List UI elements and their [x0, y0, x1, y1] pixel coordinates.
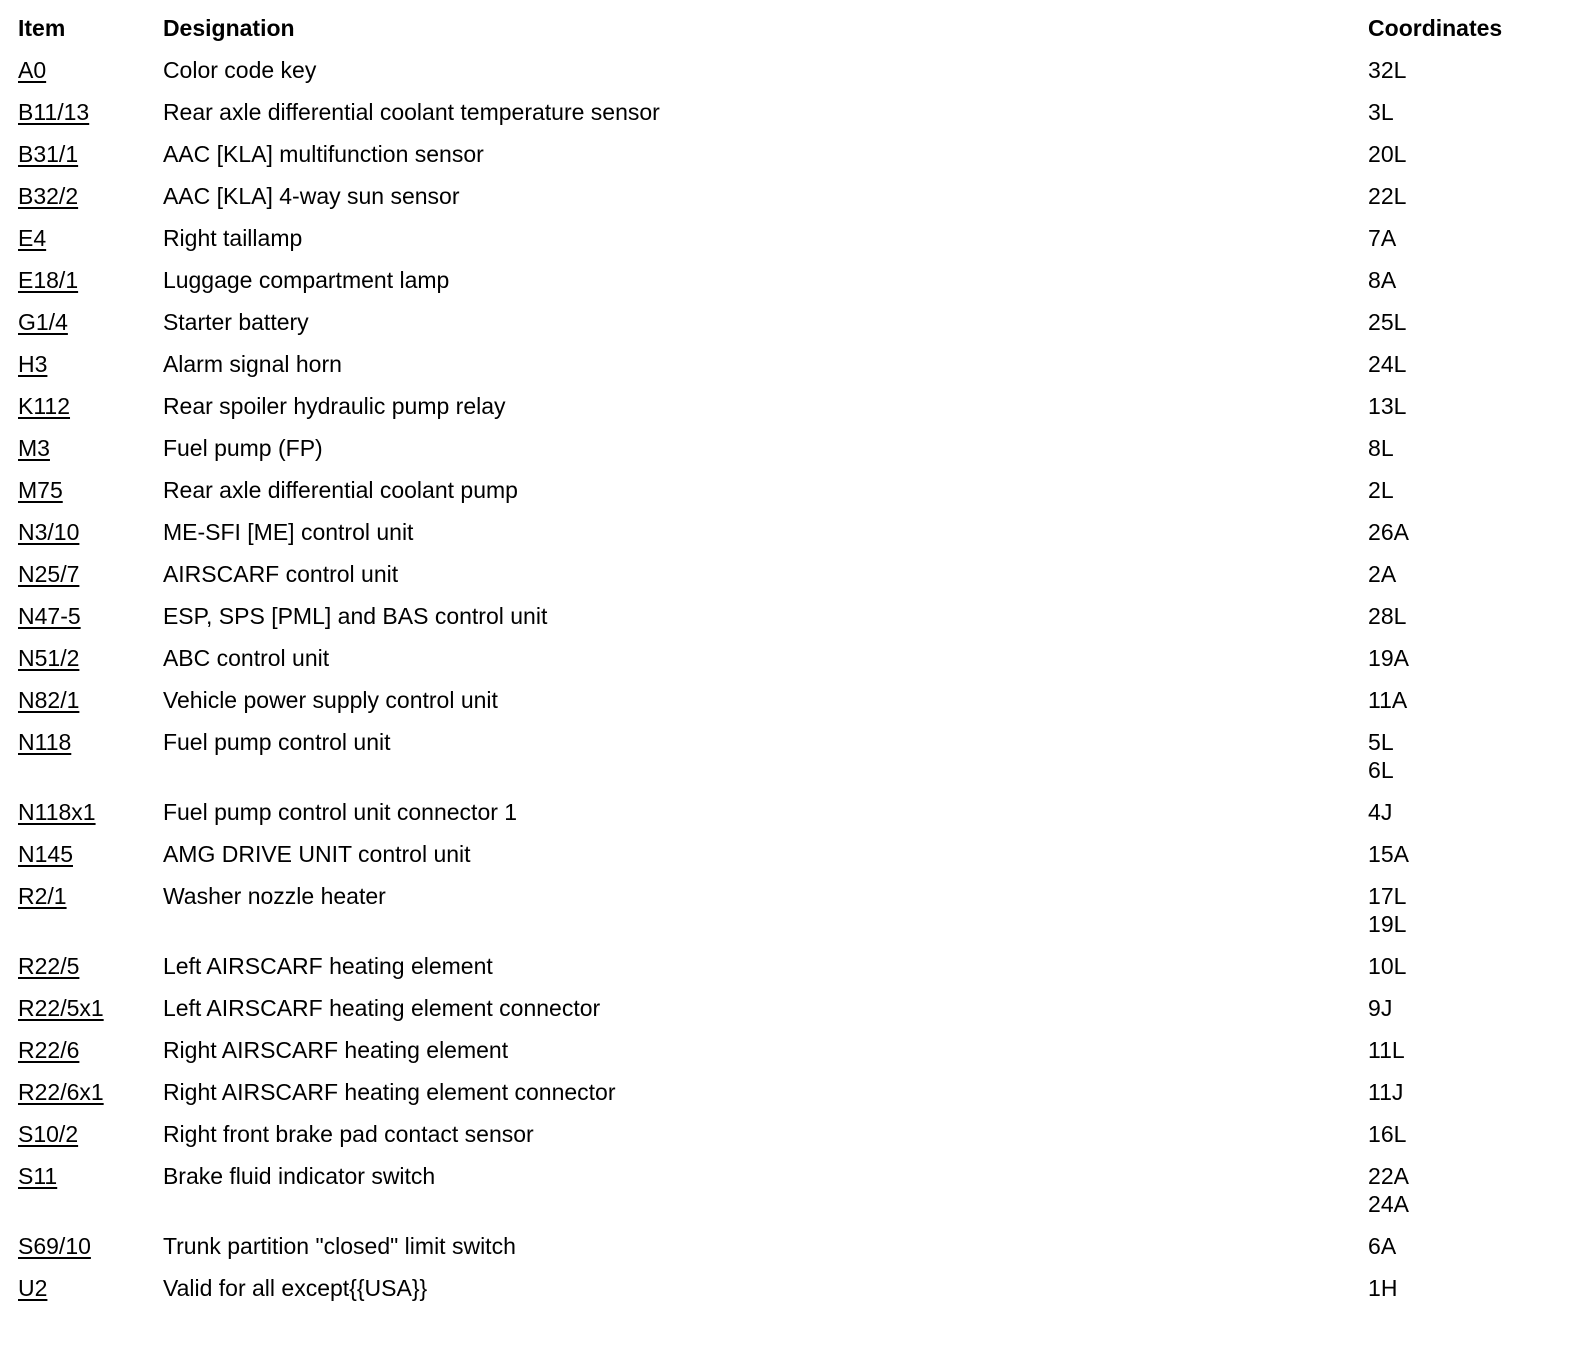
- designation-cell: Fuel pump control unit connector 1: [162, 799, 518, 825]
- item-link[interactable]: K112: [18, 393, 71, 419]
- designation-cell: Rear spoiler hydraulic pump relay: [162, 393, 506, 419]
- table-row: [18, 1274, 1568, 1316]
- designation-cell: ME-SFI [ME] control unit: [162, 519, 414, 545]
- item-link[interactable]: B32/2: [18, 183, 79, 209]
- coordinate-value: 10L: [1368, 953, 1407, 979]
- item-cell: [18, 224, 163, 266]
- component-legend-table: [18, 14, 1568, 1316]
- table-row: [18, 1120, 1568, 1162]
- coordinates-cell: [1368, 686, 1568, 728]
- item-cell: [18, 1120, 163, 1162]
- item-link[interactable]: U2: [18, 1275, 48, 1301]
- designation-cell: AMG DRIVE UNIT control unit: [162, 841, 471, 867]
- coordinates-cell: [1368, 644, 1568, 686]
- item-link[interactable]: N82/1: [18, 687, 80, 713]
- item-cell: [18, 728, 163, 798]
- item-link[interactable]: E18/1: [18, 267, 79, 293]
- coordinate-value: 11J: [1368, 1079, 1404, 1105]
- coordinates-cell: [1368, 560, 1568, 602]
- table-body: [18, 56, 1568, 1316]
- table-row: [18, 476, 1568, 518]
- coordinates-cell: [1368, 1120, 1568, 1162]
- table-row: [18, 266, 1568, 308]
- coordinate-value: 22L: [1368, 183, 1407, 209]
- table-row: [18, 798, 1568, 840]
- table-row: [18, 686, 1568, 728]
- coordinates-cell: [1368, 1232, 1568, 1274]
- coordinate-value: 24A: [1368, 1191, 1409, 1217]
- designation-cell: Washer nozzle heater: [162, 883, 386, 909]
- designation-cell: ABC control unit: [162, 645, 330, 671]
- item-link[interactable]: B11/13: [18, 99, 90, 125]
- item-cell: [18, 952, 163, 994]
- item-cell: [18, 602, 163, 644]
- item-cell: [18, 1232, 163, 1274]
- coordinate-value: 7A: [1368, 225, 1397, 251]
- coordinate-value: 28L: [1368, 603, 1407, 629]
- table-row: [18, 1162, 1568, 1232]
- table-row: [18, 350, 1568, 392]
- coordinate-value: 32L: [1368, 57, 1407, 83]
- designation-column-header: Designation: [162, 15, 295, 41]
- coordinates-cell: [1368, 1162, 1568, 1232]
- item-link[interactable]: N3/10: [18, 519, 80, 545]
- item-cell: [18, 1274, 163, 1316]
- item-cell: [18, 266, 163, 308]
- designation-cell: Right taillamp: [162, 225, 303, 251]
- coordinate-value: 15A: [1368, 841, 1409, 867]
- coordinate-value: 17L: [1368, 883, 1407, 909]
- designation-cell: AAC [KLA] multifunction sensor: [162, 141, 484, 167]
- item-cell: [18, 518, 163, 560]
- item-cell: [18, 840, 163, 882]
- designation-cell: Valid for all except{{USA}}: [162, 1275, 428, 1301]
- coordinate-value: 19A: [1368, 645, 1409, 671]
- table-row: [18, 182, 1568, 224]
- item-link[interactable]: S11: [18, 1163, 58, 1189]
- coordinate-value: 8A: [1368, 267, 1397, 293]
- coordinate-value: 11L: [1368, 1037, 1405, 1063]
- table-row: [18, 840, 1568, 882]
- coordinates-cell: [1368, 224, 1568, 266]
- item-cell: [18, 686, 163, 728]
- item-link[interactable]: A0: [18, 57, 47, 83]
- item-link[interactable]: G1/4: [18, 309, 68, 335]
- coordinate-value: 3L: [1368, 99, 1394, 125]
- item-cell: [18, 392, 163, 434]
- item-cell: [18, 882, 163, 952]
- coordinates-cell: [1368, 392, 1568, 434]
- designation-cell: Trunk partition "closed" limit switch: [162, 1233, 516, 1259]
- item-cell: [18, 1078, 163, 1120]
- item-link[interactable]: S69/10: [18, 1233, 91, 1259]
- item-link[interactable]: H3: [18, 351, 48, 377]
- table-row: [18, 728, 1568, 798]
- table-row: [18, 140, 1568, 182]
- table-row: [18, 882, 1568, 952]
- designation-cell: Starter battery: [162, 309, 309, 335]
- designation-cell: ESP, SPS [PML] and BAS control unit: [162, 603, 548, 629]
- item-link[interactable]: E4: [18, 225, 47, 251]
- item-column-header: Item: [18, 15, 66, 41]
- item-link[interactable]: R22/5x1: [18, 995, 104, 1021]
- coordinate-value: 6A: [1368, 1233, 1397, 1259]
- item-cell: [18, 308, 163, 350]
- coordinates-cell: [1368, 518, 1568, 560]
- item-link[interactable]: R22/5: [18, 953, 80, 979]
- designation-cell: Alarm signal horn: [162, 351, 342, 377]
- coordinates-cell: [1368, 952, 1568, 994]
- coordinate-value: 22A: [1368, 1163, 1409, 1189]
- coordinates-cell: [1368, 994, 1568, 1036]
- coordinate-value: 25L: [1368, 309, 1407, 335]
- coordinates-cell: [1368, 56, 1568, 98]
- coordinate-value: 20L: [1368, 141, 1407, 167]
- table-row: [18, 56, 1568, 98]
- item-link[interactable]: S10/2: [18, 1121, 79, 1147]
- table-row: [18, 644, 1568, 686]
- item-link[interactable]: N25/7: [18, 561, 80, 587]
- coordinates-cell: [1368, 476, 1568, 518]
- designation-cell: Right AIRSCARF heating element connector: [162, 1079, 616, 1105]
- table-row: [18, 952, 1568, 994]
- coordinates-cell: [1368, 1274, 1568, 1316]
- coordinate-value: 9J: [1368, 995, 1393, 1021]
- coordinates-cell: [1368, 602, 1568, 644]
- table-row: [18, 434, 1568, 476]
- item-link[interactable]: N51/2: [18, 645, 80, 671]
- coordinates-cell: [1368, 308, 1568, 350]
- item-link[interactable]: R22/6: [18, 1037, 80, 1063]
- designation-cell: Fuel pump (FP): [162, 435, 323, 461]
- table-row: [18, 1078, 1568, 1120]
- designation-cell: Color code key: [162, 57, 317, 83]
- item-link[interactable]: N118: [18, 729, 72, 755]
- item-cell: [18, 560, 163, 602]
- coordinate-value: 2A: [1368, 561, 1397, 587]
- coordinate-value: 16L: [1368, 1121, 1407, 1147]
- coordinate-value: 19L: [1368, 911, 1407, 937]
- designation-cell: Luggage compartment lamp: [162, 267, 450, 293]
- item-cell: [18, 476, 163, 518]
- coordinates-cell: [1368, 1036, 1568, 1078]
- table-row: [18, 392, 1568, 434]
- item-cell: [18, 1036, 163, 1078]
- coordinate-value: 8L: [1368, 435, 1394, 461]
- coordinate-value: 6L: [1368, 757, 1394, 783]
- table-row: [18, 308, 1568, 350]
- table-row: [18, 602, 1568, 644]
- coordinates-cell: [1368, 882, 1568, 952]
- table-row: [18, 224, 1568, 266]
- item-cell: [18, 98, 163, 140]
- item-link[interactable]: M3: [18, 435, 50, 461]
- item-cell: [18, 56, 163, 98]
- table-row: [18, 1232, 1568, 1274]
- coordinate-value: 11A: [1368, 687, 1408, 713]
- designation-cell: Right AIRSCARF heating element: [162, 1037, 509, 1063]
- item-cell: [18, 182, 163, 224]
- designation-cell: Left AIRSCARF heating element connector: [162, 995, 601, 1021]
- item-link[interactable]: N47-5: [18, 603, 81, 629]
- item-link[interactable]: M75: [18, 477, 63, 503]
- coordinate-value: 13L: [1368, 393, 1407, 419]
- item-cell: [18, 798, 163, 840]
- designation-cell: AIRSCARF control unit: [162, 561, 399, 587]
- table-row: [18, 994, 1568, 1036]
- designation-cell: Vehicle power supply control unit: [162, 687, 498, 713]
- table-row: [18, 98, 1568, 140]
- coordinate-value: 5L: [1368, 729, 1394, 755]
- item-cell: [18, 644, 163, 686]
- coordinate-value: 2L: [1368, 477, 1394, 503]
- coordinates-cell: [1368, 98, 1568, 140]
- coordinates-cell: [1368, 266, 1568, 308]
- item-cell: [18, 350, 163, 392]
- item-link[interactable]: N118x1: [18, 799, 96, 825]
- table-row: [18, 1036, 1568, 1078]
- designation-cell: Fuel pump control unit: [162, 729, 391, 755]
- coordinates-cell: [1368, 434, 1568, 476]
- designation-cell: Rear axle differential coolant temperature sensor: [162, 99, 660, 125]
- item-link[interactable]: N145: [18, 841, 73, 867]
- table-row: [18, 560, 1568, 602]
- item-link[interactable]: R2/1: [18, 883, 67, 909]
- item-cell: [18, 434, 163, 476]
- item-cell: [18, 140, 163, 182]
- coordinates-cell: [1368, 140, 1568, 182]
- designation-cell: AAC [KLA] 4-way sun sensor: [162, 183, 460, 209]
- item-link[interactable]: R22/6x1: [18, 1079, 104, 1105]
- coordinates-cell: [1368, 350, 1568, 392]
- coordinate-value: 4J: [1368, 799, 1393, 825]
- coordinates-cell: [1368, 182, 1568, 224]
- coordinate-value: 26A: [1368, 519, 1409, 545]
- coordinates-cell: [1368, 798, 1568, 840]
- coordinates-cell: [1368, 1078, 1568, 1120]
- coordinate-value: 24L: [1368, 351, 1407, 377]
- coordinates-column-header: Coordinates: [1368, 15, 1503, 41]
- designation-cell: Right front brake pad contact sensor: [162, 1121, 534, 1147]
- designation-cell: Brake fluid indicator switch: [162, 1163, 436, 1189]
- designation-cell: Left AIRSCARF heating element: [162, 953, 493, 979]
- table-row: [18, 518, 1568, 560]
- item-cell: [18, 1162, 163, 1232]
- item-link[interactable]: B31/1: [18, 141, 79, 167]
- designation-cell: Rear axle differential coolant pump: [162, 477, 518, 503]
- item-cell: [18, 994, 163, 1036]
- table-header-row: [18, 14, 1568, 56]
- coordinate-value: 1H: [1368, 1275, 1398, 1301]
- coordinates-cell: [1368, 840, 1568, 882]
- coordinates-cell: [1368, 728, 1568, 798]
